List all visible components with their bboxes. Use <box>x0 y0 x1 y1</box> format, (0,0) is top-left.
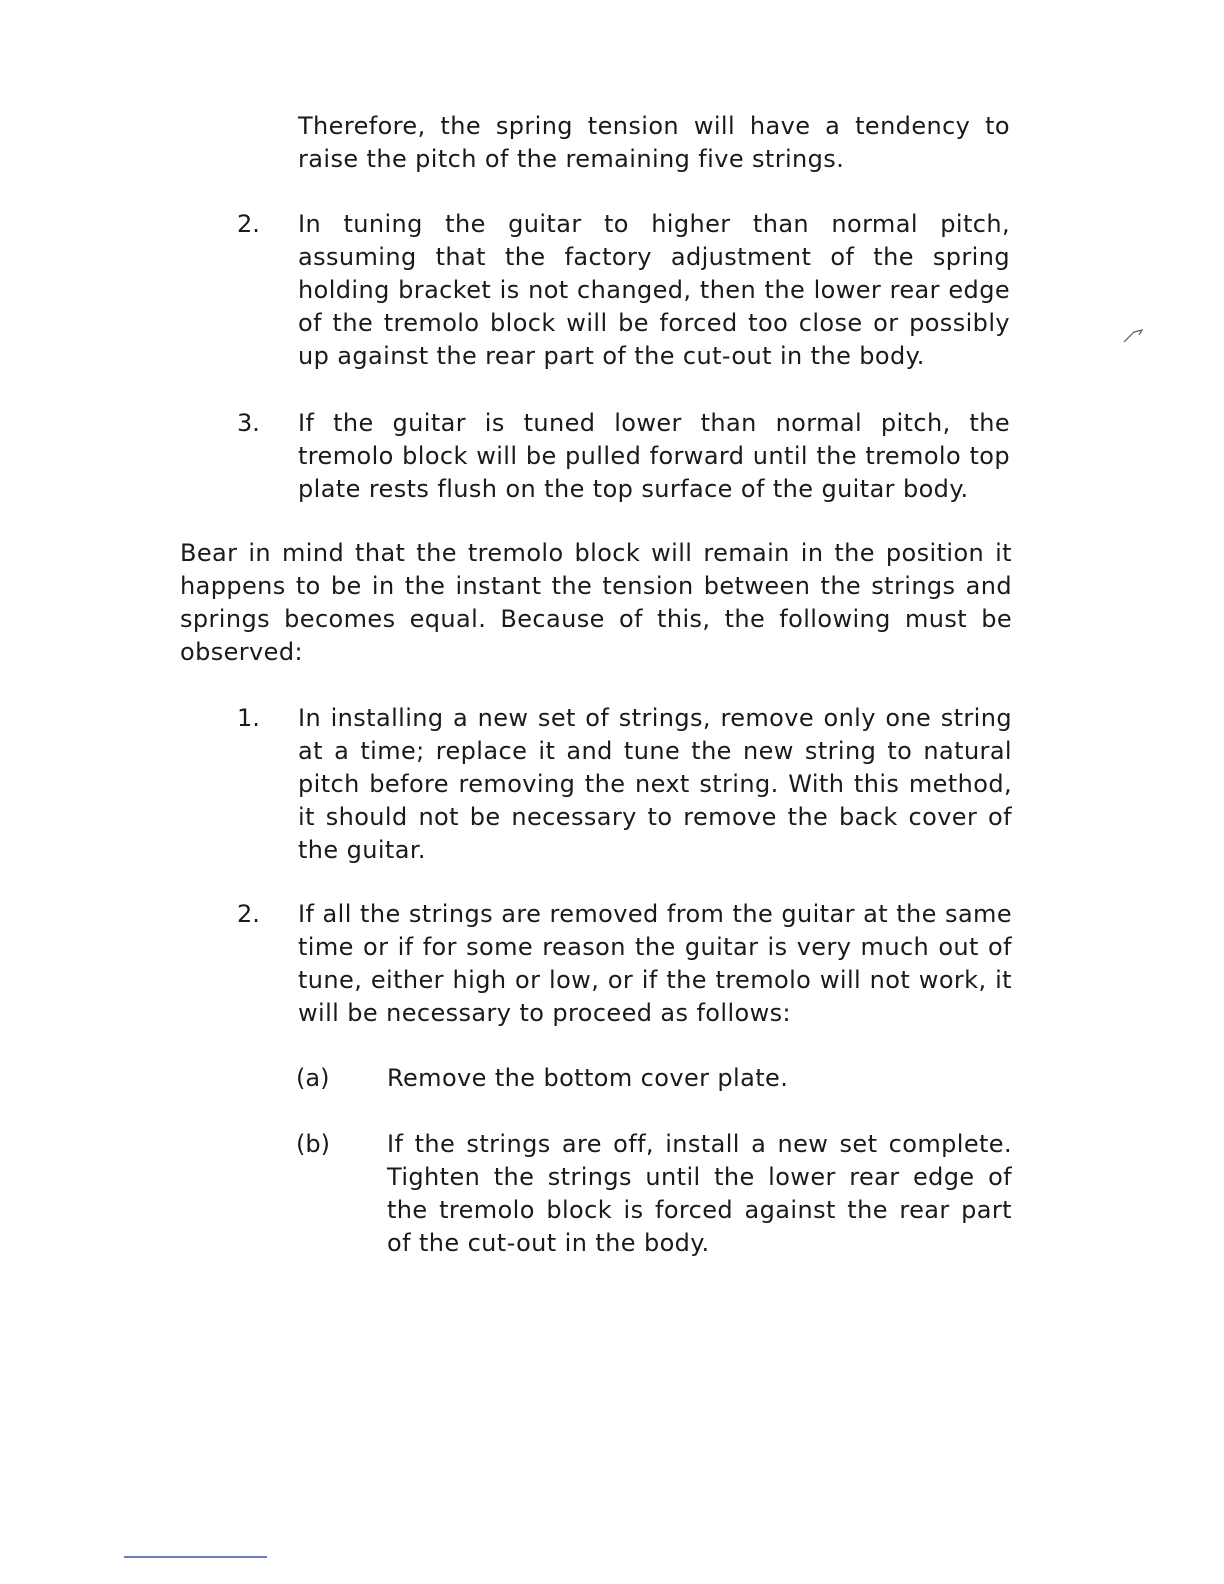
list-b-item-number: 2. <box>237 900 260 928</box>
footer-rule <box>124 1556 267 1558</box>
body-paragraph: Bear in mind that the tremolo block will remain in the position it happens to be in the instant the tension between the strings and springs becomes equal. Because of this, the following must be observed: <box>180 539 1012 666</box>
sub-step-text: If the strings are off, install a new set complete. Tighten the strings until the lower rear edge of the tremolo block is forced against the rear part of the cut-out in the body. <box>387 1130 1012 1257</box>
list-b-item-number: 1. <box>237 704 260 732</box>
margin-tick-mark <box>1122 322 1144 344</box>
intro-continuation-paragraph: Therefore, the spring tension will have a tendency to raise the pitch of the remaining five strings. <box>298 112 1010 173</box>
list-b-item-text: In installing a new set of strings, remove only one string at a time; replace it and tune the new string to natural pitch before removing the next string. With this method, it should not be necessary to remove the back cover of the guitar. <box>298 704 1012 864</box>
list-a-item-number: 3. <box>237 409 260 437</box>
list-a-item-text: In tuning the guitar to higher than normal pitch, assuming that the factory adjustment of the spring holding bracket is not changed, then the lower rear edge of the tremolo block will be forced too close or possibly up against the rear part of the cut-out in the body. <box>298 210 1010 370</box>
sub-step-text: Remove the bottom cover plate. <box>387 1064 789 1092</box>
sub-step-letter: (b) <box>296 1130 330 1158</box>
list-a-item-number: 2. <box>237 210 260 238</box>
sub-step-letter: (a) <box>296 1064 330 1092</box>
list-b-item-text: If all the strings are removed from the guitar at the same time or if for some reason the guitar is very much out of tune, either high or low, or if the tremolo will not work, it will be necessary to proceed as follows: <box>298 900 1012 1027</box>
list-a-item-text: If the guitar is tuned lower than normal pitch, the tremolo block will be pulled forward until the tremolo top plate rests flush on the top surface of the guitar body. <box>298 409 1010 503</box>
